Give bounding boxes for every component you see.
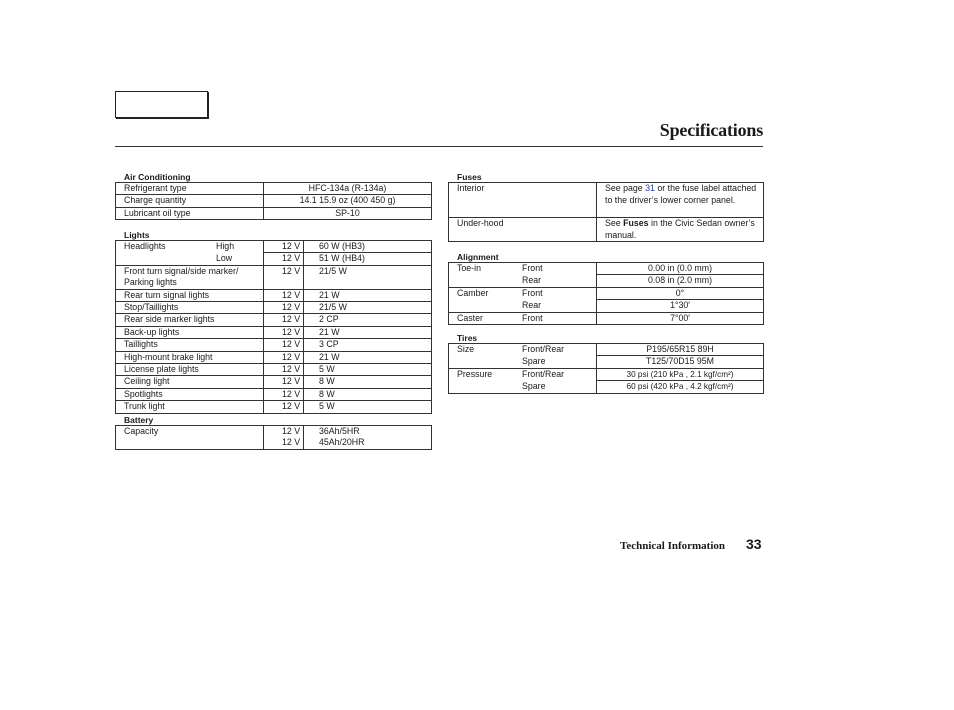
table-row	[449, 344, 764, 356]
fuse-info-text: in the Civic Sedan owner’s manual.	[605, 218, 755, 240]
table-row	[449, 275, 764, 287]
light-label: Front turn signal/side marker/	[116, 265, 264, 277]
table-row	[116, 364, 432, 376]
light-voltage: 12 V	[264, 351, 304, 363]
table-row	[449, 263, 764, 275]
light-voltage	[264, 277, 304, 289]
table-row	[116, 277, 432, 289]
table-row	[116, 183, 432, 195]
battery-capacity: 36Ah/5HR	[304, 426, 432, 438]
ac-label: Refrigerant type	[116, 183, 264, 195]
page-link[interactable]: 31	[645, 183, 655, 193]
tire-label: Pressure	[457, 368, 493, 379]
tire-position: Front/Rear	[522, 368, 565, 379]
ac-label: Lubricant oil type	[116, 207, 264, 219]
light-voltage: 12 V	[264, 253, 304, 265]
tire-value: P195/65R15 89H	[597, 344, 764, 356]
alignment-value: 7°00′	[597, 312, 764, 324]
table-row	[116, 401, 432, 413]
light-label: Ceiling light	[116, 376, 264, 388]
alignment-position: Front	[522, 312, 543, 323]
light-wattage: 51 W (HB4)	[304, 253, 432, 265]
fuse-info-text: See page	[605, 183, 646, 193]
table-row	[116, 351, 432, 363]
table-row	[449, 183, 764, 218]
alignment-position: Rear	[522, 299, 542, 310]
battery-voltage: 12 V	[264, 426, 304, 438]
alignment-value: 0.00 in (0.0 mm)	[597, 263, 764, 275]
alignment-heading: Alignment	[457, 252, 499, 262]
light-wattage: 8 W	[304, 388, 432, 400]
light-label: Rear turn signal lights	[116, 289, 264, 301]
light-label: Taillights	[116, 339, 264, 351]
light-label: Trunk light	[116, 401, 264, 413]
table-row	[449, 381, 764, 393]
light-voltage: 12 V	[264, 265, 304, 277]
light-voltage: 12 V	[264, 289, 304, 301]
fuse-info-text: See	[605, 218, 624, 228]
light-sub-label: Low	[216, 252, 233, 263]
alignment-value: 1°30′	[597, 300, 764, 312]
table-row	[449, 300, 764, 312]
light-voltage: 12 V	[264, 339, 304, 351]
fuse-info	[597, 218, 764, 242]
tire-position: Front/Rear	[522, 344, 565, 354]
light-label: Parking lights	[116, 277, 264, 289]
table-row	[449, 287, 764, 299]
battery-label: Capacity	[116, 426, 264, 438]
alignment-position: Rear	[522, 274, 542, 285]
battery-voltage: 12 V	[264, 437, 304, 449]
tire-position: Spare	[522, 380, 546, 391]
page-number: 33	[746, 536, 762, 552]
tire-label-cell	[449, 344, 597, 356]
alignment-label-cell	[449, 312, 597, 324]
light-wattage: 5 W	[304, 401, 432, 413]
battery-table	[115, 425, 432, 450]
table-row	[116, 314, 432, 326]
fuse-location: Interior	[449, 183, 597, 218]
battery-label	[116, 437, 264, 449]
table-row	[449, 368, 764, 380]
battery-heading: Battery	[124, 415, 154, 425]
light-wattage: 21/5 W	[304, 302, 432, 314]
alignment-label: Camber	[457, 287, 489, 298]
table-row	[449, 218, 764, 242]
table-row	[116, 265, 432, 277]
fuse-info-bold: Fuses	[623, 218, 649, 228]
alignment-value: 0.08 in (2.0 mm)	[597, 275, 764, 287]
lights-table	[115, 240, 432, 414]
alignment-position: Front	[522, 287, 543, 298]
table-row	[116, 241, 432, 253]
tire-label-cell	[449, 356, 597, 368]
alignment-label: Caster	[457, 312, 483, 323]
tire-position: Spare	[522, 355, 546, 366]
light-wattage: 60 W (HB3)	[304, 241, 432, 253]
light-voltage: 12 V	[264, 376, 304, 388]
alignment-table	[448, 262, 764, 325]
light-voltage: 12 V	[264, 314, 304, 326]
light-wattage: 3 CP	[304, 339, 432, 351]
ac-value: 14.1 15.9 oz (400 450 g)	[264, 195, 432, 207]
light-label: Rear side marker lights	[116, 314, 264, 326]
alignment-label-cell	[449, 300, 597, 312]
table-row	[116, 326, 432, 338]
fuse-info-text: or the fuse label attached to the driver’s lower corner panel.	[605, 183, 757, 205]
tires-heading: Tires	[457, 333, 478, 343]
table-row	[116, 302, 432, 314]
light-voltage: 12 V	[264, 241, 304, 253]
fuses-heading: Fuses	[457, 172, 482, 182]
tire-label-cell	[449, 381, 597, 393]
light-label: Headlights	[124, 241, 166, 251]
light-voltage: 12 V	[264, 326, 304, 338]
lights-heading: Lights	[124, 230, 150, 240]
table-row	[116, 289, 432, 301]
light-wattage: 8 W	[304, 376, 432, 388]
light-wattage: 5 W	[304, 364, 432, 376]
light-voltage: 12 V	[264, 388, 304, 400]
table-row	[116, 437, 432, 449]
table-row	[449, 312, 764, 324]
air-conditioning-heading: Air Conditioning	[124, 172, 191, 182]
light-label-cell	[116, 241, 264, 253]
fuse-info	[597, 183, 764, 218]
section-tab-box	[115, 91, 208, 118]
tire-label-cell	[449, 368, 597, 380]
table-row	[116, 388, 432, 400]
light-wattage: 21 W	[304, 289, 432, 301]
light-wattage: 21 W	[304, 326, 432, 338]
light-label: Stop/Taillights	[116, 302, 264, 314]
tire-label: Size	[457, 344, 475, 354]
table-row	[116, 339, 432, 351]
air-conditioning-table	[115, 182, 432, 220]
light-label: High-mount brake light	[116, 351, 264, 363]
light-label-cell	[116, 253, 264, 265]
battery-capacity: 45Ah/20HR	[304, 437, 432, 449]
page-title: Specifications	[659, 120, 763, 140]
alignment-label-cell	[449, 263, 597, 275]
light-wattage: 21 W	[304, 351, 432, 363]
table-row	[116, 195, 432, 207]
alignment-position: Front	[522, 263, 543, 273]
alignment-label: Toe-in	[457, 263, 481, 273]
table-row	[449, 356, 764, 368]
light-voltage: 12 V	[264, 401, 304, 413]
title-divider	[115, 146, 763, 147]
ac-label: Charge quantity	[116, 195, 264, 207]
ac-value: SP-10	[264, 207, 432, 219]
tires-table	[448, 343, 764, 394]
light-sub-label: High	[216, 241, 235, 251]
table-row	[116, 426, 432, 438]
alignment-label-cell	[449, 287, 597, 299]
tire-value: 30 psi (210 kPa , 2.1 kgf/cm²)	[597, 368, 764, 380]
light-wattage	[304, 277, 432, 289]
footer-section-label: Technical Information	[620, 540, 726, 552]
light-label: Back-up lights	[116, 326, 264, 338]
tire-value: T125/70D15 95M	[597, 356, 764, 368]
light-label: License plate lights	[116, 364, 264, 376]
light-label: Spotlights	[116, 388, 264, 400]
table-row	[116, 376, 432, 388]
table-row	[116, 207, 432, 219]
alignment-value: 0°	[597, 287, 764, 299]
light-voltage: 12 V	[264, 302, 304, 314]
light-wattage: 2 CP	[304, 314, 432, 326]
light-wattage: 21/5 W	[304, 265, 432, 277]
fuses-table	[448, 182, 764, 242]
ac-value: HFC-134a (R-134a)	[264, 183, 432, 195]
light-voltage: 12 V	[264, 364, 304, 376]
table-row	[116, 253, 432, 265]
fuse-location: Under-hood	[449, 218, 597, 242]
alignment-label-cell	[449, 275, 597, 287]
tire-value: 60 psi (420 kPa , 4.2 kgf/cm²)	[597, 381, 764, 393]
